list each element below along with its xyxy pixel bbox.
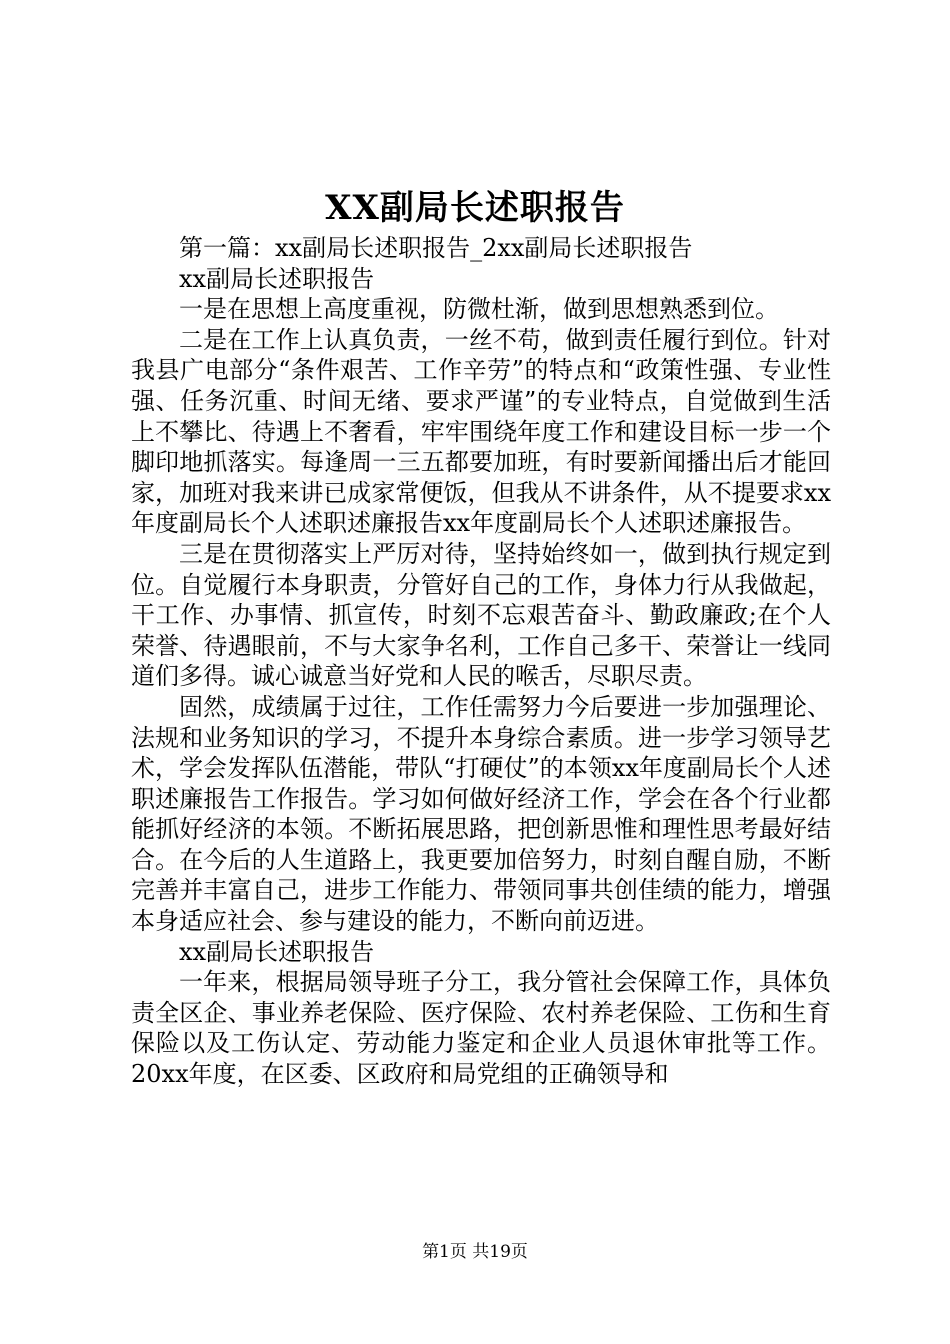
paragraph: xx副局长述职报告 [179, 264, 375, 293]
page-footer: 第1页 共19页 [422, 1242, 528, 1262]
document-title: XX副局长述职报告 [325, 188, 625, 228]
paragraph: 一是在思想上高度重视，防微杜渐，做到思想熟悉到位。 [179, 295, 779, 324]
paragraph: 三是在贯彻落实上严厉对待，坚持始终如一，做到执行规定到位。自觉履行本身职责，分管好自己的工作，身体力行从我做起，干工作、办事情、抓宣传，时刻不忘艰苦奋斗、勤政廉政;在个人荣誉、待遇眼前，不与大家争名利，工作自己多干、荣誉让一线同道们多得。诚心诚意当好党和人民的喉舌，尽职尽责。 [131, 539, 831, 691]
paragraph: xx副局长述职报告 [179, 937, 375, 966]
document-body [131, 233, 831, 1090]
paragraph: 固然，成绩属于过往，工作任需努力今后要进一步加强理论、法规和业务知识的学习，不提升本身综合素质。进一步学习领导艺术，学会发挥队伍潜能，带队“打硬仗”的本领xx年度副局长个人述职述廉报告工作报告。学习如何做好经济工作，学会在各个行业都能抓好经济的本领。不断拓展思路，把创新思惟和理性思考最好结合。在今后的人生道路上，我更要加倍努力，时刻自醒自励，不断完善并丰富自己，进步工作能力、带领同事共创佳绩的能力，增强本身适应社会、参与建设的能力，不断向前迈进。 [131, 692, 831, 936]
paragraph: 二是在工作上认真负责，一丝不苟，做到责任履行到位。针对我县广电部分“条件艰苦、工作辛劳”的特点和“政策性强、专业性强、任务沉重、时间无绪、要求严谨”的专业特点，自觉做到生活上不攀比、待遇上不奢看，牢牢围绕年度工作和建设目标一步一个脚印地抓落实。每逢周一三五都要加班，有时要新闻播出后才能回家，加班对我来讲已成家常便饭，但我从不讲条件，从不提要求xx年度副局长个人述职述廉报告xx年度副局长个人述职述廉报告。 [131, 325, 831, 538]
paragraph: 第一篇：xx副局长述职报告_2xx副局长述职报告 [179, 234, 693, 262]
paragraph: 一年来，根据局领导班子分工，我分管社会保障工作，具体负责全区企、事业养老保险、医疗保险、农村养老保险、工伤和生育保险以及工伤认定、劳动能力鉴定和企业人员退休审批等工作。20xx年度，在区委、区政府和局党组的正确领导和 [131, 968, 831, 1089]
